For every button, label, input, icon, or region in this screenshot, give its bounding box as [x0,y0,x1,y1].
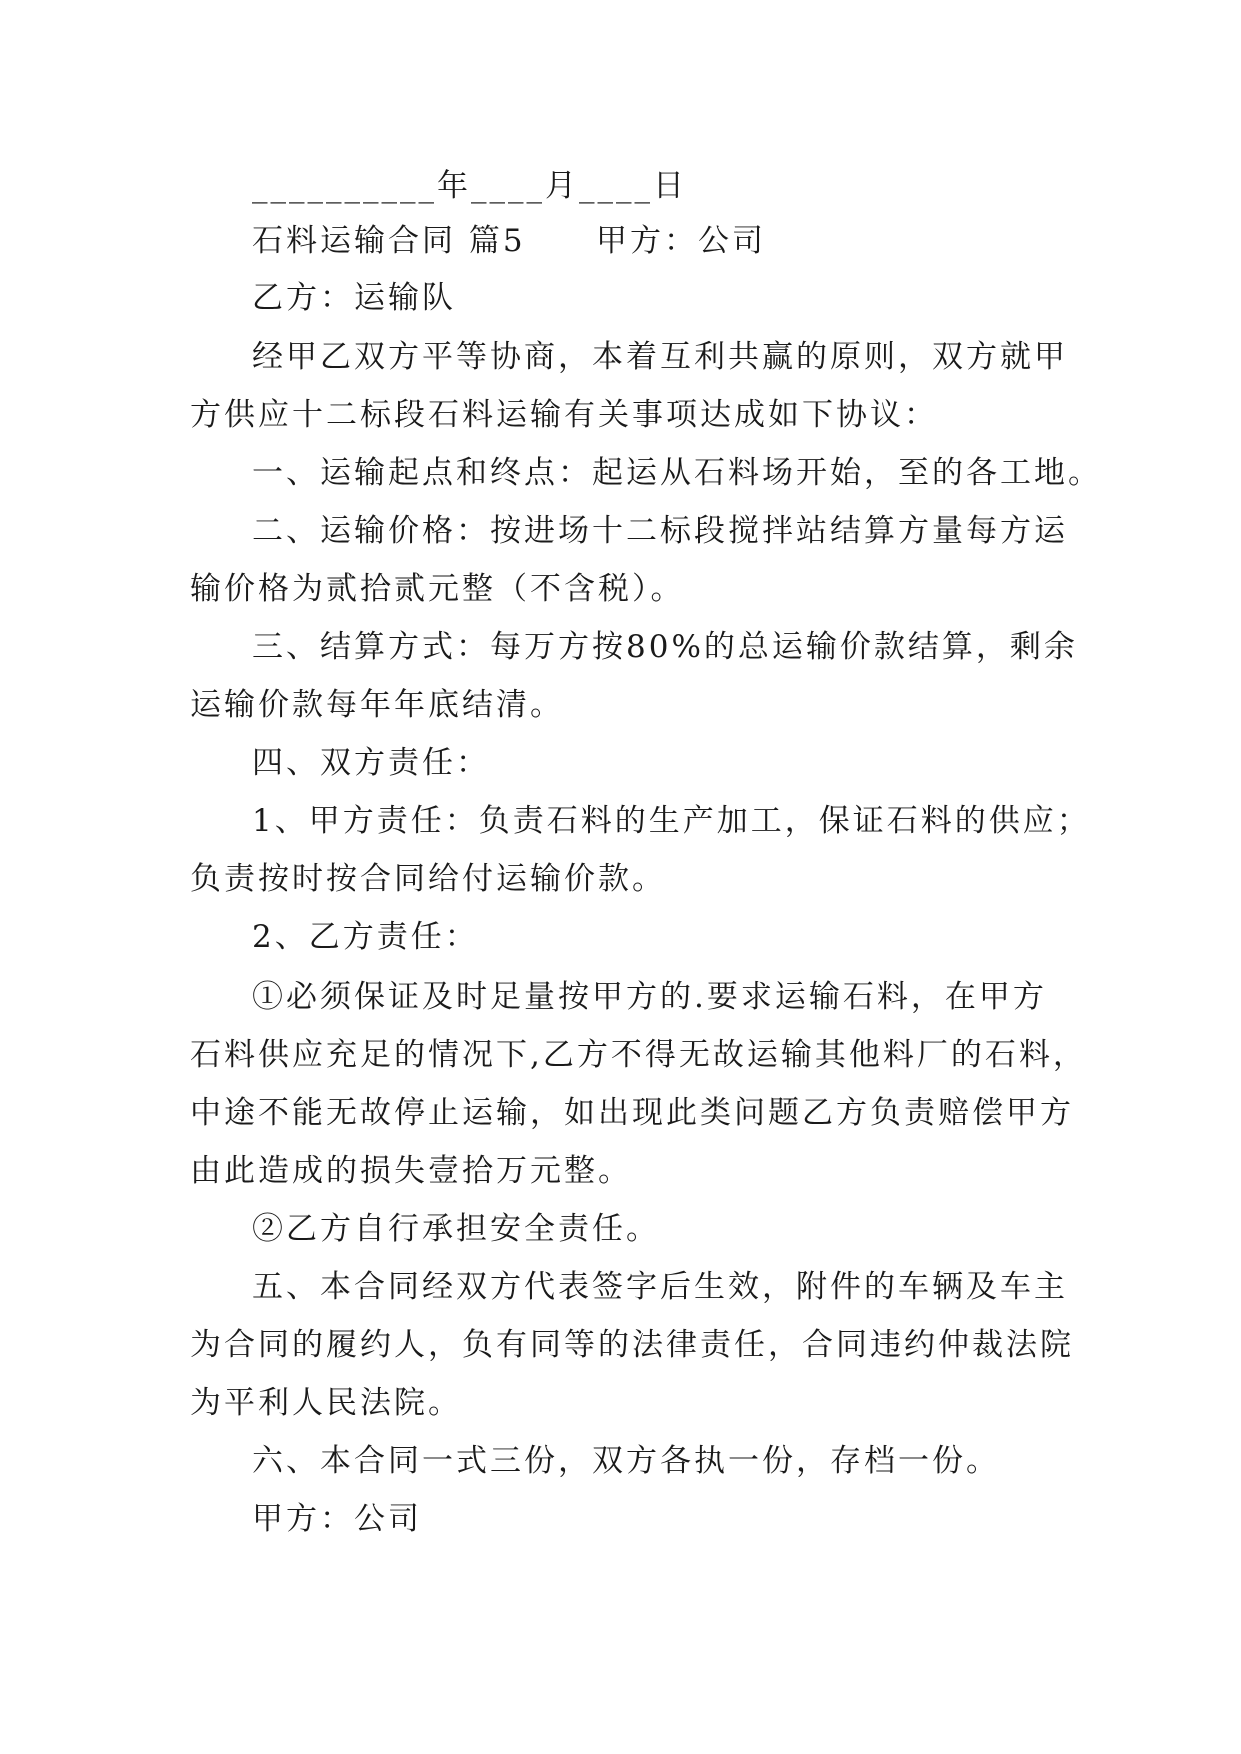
clause-4-1-line-2: 负责按时按合同给付运输价款。 [190,861,666,897]
clause-6: 六、本合同一式三份，双方各执一份，存档一份。 [252,1443,1000,1479]
clause-5-line-3: 为平利人民法院。 [190,1385,462,1421]
clause-3-line-1: 三、结算方式：每万方按80%的总运输价款结算，剩余 [252,629,1078,665]
clause-5-line-1: 五、本合同经双方代表签字后生效，附件的车辆及车主 [252,1269,1068,1305]
contract-title: 石料运输合同 篇5 [252,223,526,259]
item-2: ②乙方自行承担安全责任。 [252,1211,660,1247]
item-1-line-2: 石料供应充足的情况下,乙方不得无故运输其他料厂的石料， [190,1037,1087,1073]
item-1-line-3: 中途不能无故停止运输，如出现此类问题乙方负责赔偿甲方 [190,1095,1074,1131]
clause-4-1-line-1: 1、甲方责任：负责石料的生产加工，保证石料的供应； [252,803,1091,839]
clause-1: 一、运输起点和终点：起运从石料场开始，至的各工地。 [252,455,1102,491]
clause-2-line-1: 二、运输价格：按进场十二标段搅拌站结算方量每方运 [252,513,1068,549]
item-1-line-4: 由此造成的损失壹拾万元整。 [190,1153,632,1189]
clause-5-line-2: 为合同的履约人，负有同等的法律责任，合同违约仲裁法院 [190,1327,1074,1363]
party-b: 乙方：运输队 [252,280,456,316]
intro-line-2: 方供应十二标段石料运输有关事项达成如下协议： [190,397,938,433]
clause-4-2: 2、乙方责任： [252,919,479,955]
item-1-line-1: ①必须保证及时足量按甲方的.要求运输石料，在甲方 [252,979,1047,1015]
date-line: __________年____月____日 [252,168,687,204]
signature-party-a: 甲方：公司 [252,1501,422,1537]
clause-3-line-2: 运输价款每年年底结清。 [190,687,564,723]
clause-2-line-2: 输价格为贰拾贰元整（不含税）。 [190,571,685,607]
intro-line-1: 经甲乙双方平等协商，本着互利共赢的原则，双方就甲 [252,339,1068,375]
party-a-heading: 甲方：公司 [596,223,766,259]
clause-4: 四、双方责任： [252,745,490,781]
